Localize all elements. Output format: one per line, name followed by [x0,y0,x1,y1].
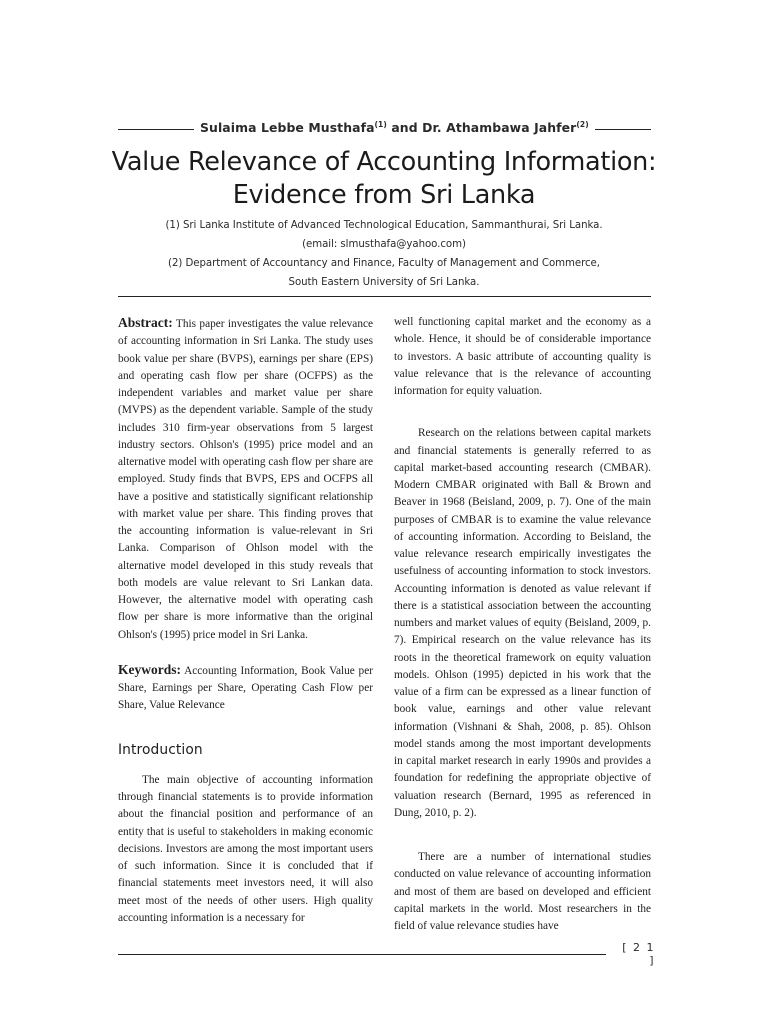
page-number: [ 2 1 ] [622,941,655,967]
introduction-paragraph-1: The main objective of accounting information through financial statements is to provide information about the financial position and performance of an entity that is useful to stakeholders in making economic decisions. Investors are among the most important users of such information. Since it is concluded that if financial statements meet investors need, it will also meet most of the needs of other users. High quality accounting information is a necessary for [118,773,373,924]
author-rule-right [595,129,651,130]
right-paragraph-1: well functioning capital market and the economy as a whole. Hence, it should be of considerable importance to investors. A basic attribute of accounting quality is value relevance that is the relevance of accounting information for equity valuation. [394,316,651,397]
affiliation-2-line-2: South Eastern University of Sri Lanka. [288,277,480,288]
keywords-label: Keywords: [118,661,181,677]
author-rule-left [118,129,194,130]
author-2: and Dr. Athambawa Jahfer [386,119,577,135]
title-line-1: Value Relevance of Accounting Information: [111,147,657,177]
affiliation-2 [90,254,678,292]
affiliation-1-line-1: (1) Sri Lanka Institute of Advanced Technological Education, Sammanthurai, Sri Lanka. [165,220,603,231]
right-paragraph-2: Research on the relations between capital markets and financial statements is generally referred to as capital market-based accounting research (CMBAR). Modern CMBAR originated with Ball & Brown and Beaver in 1968 (Beisland, 2009, p. 7). One of the main purposes of CMBAR is to examine the value relevance of accounting information. According to Beisland, the value relevance research empirically investigates the usefulness of accounting information to stock investors. Accounting information is denoted as value relevant if there is a statistical association between the accounting numbers and market values of equity (Beisland, 2009, p. 7). Empirical research on the value relevance has its roots in the theoretical framework on equity valuation models. Ohlson (1995) depicted in his work that the value of a firm can be expressed as a linear function of book value, earnings and other value relevant information (Vishnani & Shah, 2008, p. 85). Ohlson model stands among the most important developments in capital market research in early 1990s and provides a foundation for redefining the appropriate objective of valuation research (Bernard, 1995 as referenced in Dung, 2010, p. 2). [394,427,651,819]
author-line [118,115,651,139]
right-column [394,314,651,935]
title-line-2: Evidence from Sri Lanka [232,180,536,210]
authors [194,120,595,135]
abstract [118,314,373,644]
keywords-text: Accounting Information, Book Value per Share, Earnings per Share, Operating Cash Flow per Share, Value Relevance [118,664,373,712]
introduction-heading: Introduction [118,741,203,758]
paper-title [60,146,708,212]
header-divider [118,296,651,297]
affiliation-1 [90,216,678,254]
right-paragraph-3: There are a number of international studies conducted on value relevance of accounting information and most of them are based on developed and efficient capital markets in the world. Most researchers in the field of value relevance studies have [394,851,651,932]
keywords [118,661,373,715]
footer-rule [118,954,606,955]
author-1: Sulaima Lebbe Musthafa [200,119,375,135]
author-1-superscript: (1) [374,119,387,129]
author-2-superscript: (2) [576,119,589,129]
left-column [118,314,373,927]
abstract-label: Abstract: [118,315,173,330]
affiliation-2-line-1: (2) Department of Accountancy and Finance, Faculty of Management and Commerce, [168,258,600,269]
affiliation-1-email: (email: slmusthafa@yahoo.com) [302,239,466,250]
abstract-text: This paper investigates the value relevance of accounting information in Sri Lanka. The study uses book value per share (BVPS), earnings per share (EPS) and operating cash flow per share (OCFPS) as the independent variables and market value per share (MVPS) as the dependent variable. Sample of the study includes 310 firm-year observations from 5 largest industry sectors. Ohlson's (1995) price model and an alternative model with operating cash flow per share are employed. Study finds that BVPS, EPS and OCFPS all have a positive and statistically significant relationship with market value per share. This finding proves that the accounting information is value-relevant in Sri Lanka. Comparison of Ohlson model with the alternative model developed in this study reveals that both models are value relevant to Sri Lankan data. However, the alternative model with operating cash flow per share is more informative than the original Ohlson's (1995) price model in Sri Lanka. [118,318,373,641]
